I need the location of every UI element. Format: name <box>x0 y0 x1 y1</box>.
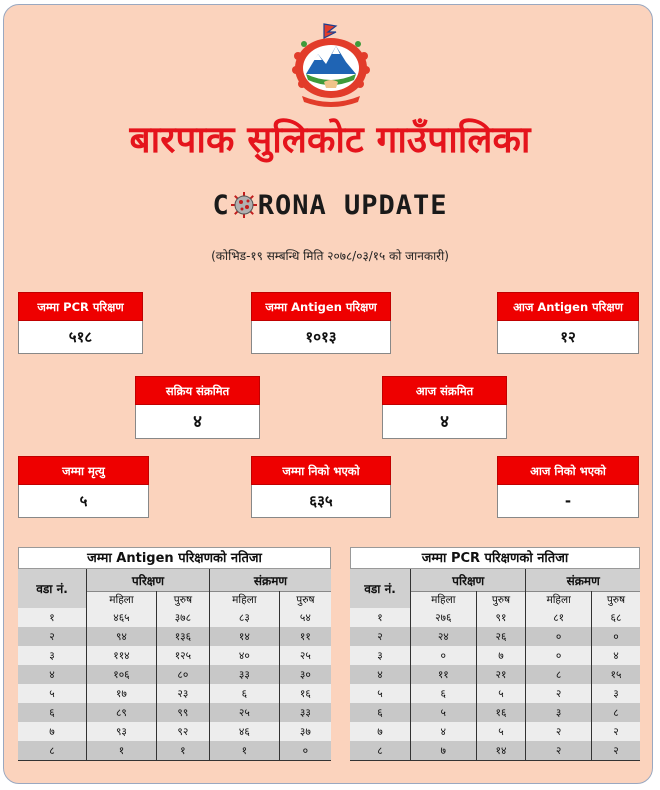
table-row <box>350 665 640 684</box>
value-cell: ५ <box>476 722 526 741</box>
value-cell: ४ <box>411 722 477 741</box>
value-cell: २५ <box>279 646 331 665</box>
today-infected-label: आज संक्रमित <box>382 376 507 405</box>
male-header: पुरुष <box>591 592 640 609</box>
antigen-today-label: आज Antigen परिक्षण <box>497 292 639 321</box>
ward-number-cell: ८ <box>18 741 87 761</box>
value-cell: ३३ <box>209 665 279 684</box>
value-cell: ७ <box>476 646 526 665</box>
ward-number-cell: ५ <box>350 684 411 703</box>
coronavirus-icon <box>230 191 258 219</box>
antigen-total-card <box>251 292 391 354</box>
ward-header: वडा नं. <box>350 569 411 608</box>
table-row <box>350 703 640 722</box>
value-cell: ५ <box>476 684 526 703</box>
table-row <box>18 741 331 761</box>
value-cell: २१ <box>476 665 526 684</box>
value-cell: ९२ <box>156 722 209 741</box>
value-cell: ६ <box>411 684 477 703</box>
female-header: महिला <box>411 592 477 609</box>
antigen-table-title: जम्मा Antigen परिक्षणको नतिजा <box>18 547 331 569</box>
value-cell: ५ <box>411 703 477 722</box>
value-cell: २ <box>526 684 592 703</box>
pcr-results-table <box>350 547 640 761</box>
value-cell: ९३ <box>87 722 157 741</box>
ward-number-cell: ७ <box>18 722 87 741</box>
today-infected-card <box>382 376 507 439</box>
table-row <box>350 608 640 627</box>
pcr-total-value: ५१८ <box>18 321 143 354</box>
value-cell: ८९ <box>87 703 157 722</box>
value-cell: १४ <box>476 741 526 761</box>
value-cell: ११ <box>279 627 331 646</box>
value-cell: १४ <box>209 627 279 646</box>
table-row <box>350 646 640 665</box>
value-cell: ८ <box>526 665 592 684</box>
ward-number-cell: १ <box>350 608 411 627</box>
today-infected-value: ४ <box>382 405 507 439</box>
value-cell: ८३ <box>209 608 279 627</box>
value-cell: ४६५ <box>87 608 157 627</box>
deaths-label: जम्मा मृत्यु <box>18 456 149 485</box>
value-cell: २६ <box>476 627 526 646</box>
female-header: महिला <box>526 592 592 609</box>
value-cell: ० <box>591 627 640 646</box>
ward-number-cell: ४ <box>350 665 411 684</box>
value-cell: १३६ <box>156 627 209 646</box>
table-row <box>18 608 331 627</box>
recovered-today-label: आज निको भएको <box>497 456 639 485</box>
value-cell: ३७ <box>279 722 331 741</box>
antigen-total-value: १०१३ <box>251 321 391 354</box>
table-row <box>18 627 331 646</box>
table-row <box>18 722 331 741</box>
recovered-total-card <box>251 456 391 518</box>
value-cell: ८१ <box>526 608 592 627</box>
value-cell: २४ <box>411 627 477 646</box>
table-row <box>350 684 640 703</box>
antigen-total-label: जम्मा Antigen परिक्षण <box>251 292 391 321</box>
recovered-total-value: ६३५ <box>251 485 391 518</box>
table-row <box>18 646 331 665</box>
recovered-today-card <box>497 456 639 518</box>
value-cell: ७ <box>411 741 477 761</box>
value-cell: १५ <box>591 665 640 684</box>
value-cell: १०६ <box>87 665 157 684</box>
ward-number-cell: ३ <box>350 646 411 665</box>
antigen-today-card <box>497 292 639 354</box>
ward-number-cell: ५ <box>18 684 87 703</box>
corona-update-prefix: C <box>212 190 230 221</box>
active-cases-label: सक्रिय संक्रमित <box>135 376 260 405</box>
value-cell: २ <box>591 741 640 761</box>
value-cell: १ <box>209 741 279 761</box>
value-cell: ३ <box>526 703 592 722</box>
value-cell: ३ <box>591 684 640 703</box>
table-row <box>350 741 640 761</box>
male-header: पुरुष <box>279 592 331 609</box>
male-header: पुरुष <box>156 592 209 609</box>
value-cell: ११४ <box>87 646 157 665</box>
value-cell: १ <box>87 741 157 761</box>
male-header: पुरुष <box>476 592 526 609</box>
value-cell: ३० <box>279 665 331 684</box>
ward-number-cell: ४ <box>18 665 87 684</box>
value-cell: १२५ <box>156 646 209 665</box>
value-cell: ० <box>411 646 477 665</box>
value-cell: ८० <box>156 665 209 684</box>
pcr-total-label: जम्मा PCR परिक्षण <box>18 292 143 321</box>
value-cell: २३ <box>156 684 209 703</box>
female-header: महिला <box>209 592 279 609</box>
value-cell: १६ <box>279 684 331 703</box>
female-header: महिला <box>87 592 157 609</box>
ward-number-cell: १ <box>18 608 87 627</box>
pcr-table-title: जम्मा PCR परिक्षणको नतिजा <box>350 547 640 569</box>
value-cell: २ <box>591 722 640 741</box>
deaths-card <box>18 456 149 518</box>
recovered-today-value: - <box>497 485 639 518</box>
table-row <box>18 703 331 722</box>
value-cell: ९४ <box>87 627 157 646</box>
value-cell: ३७८ <box>156 608 209 627</box>
value-cell: ३३ <box>279 703 331 722</box>
value-cell: १६ <box>476 703 526 722</box>
table-row <box>18 684 331 703</box>
corona-update-heading <box>0 190 660 221</box>
value-cell: ० <box>526 627 592 646</box>
value-cell: ६ <box>209 684 279 703</box>
corona-update-suffix: RONA UPDATE <box>257 190 448 221</box>
active-cases-value: ४ <box>135 405 260 439</box>
value-cell: १ <box>156 741 209 761</box>
value-cell: ४६ <box>209 722 279 741</box>
value-cell: ० <box>279 741 331 761</box>
ward-number-cell: ८ <box>350 741 411 761</box>
value-cell: ८ <box>591 703 640 722</box>
value-cell: ४० <box>209 646 279 665</box>
nepal-emblem-icon <box>284 16 378 108</box>
ward-number-cell: २ <box>350 627 411 646</box>
value-cell: ९९ <box>156 703 209 722</box>
value-cell: २७६ <box>411 608 477 627</box>
ward-number-cell: ७ <box>350 722 411 741</box>
value-cell: ११ <box>411 665 477 684</box>
value-cell: ५४ <box>279 608 331 627</box>
antigen-today-value: १२ <box>497 321 639 354</box>
ward-number-cell: ३ <box>18 646 87 665</box>
deaths-value: ५ <box>18 485 149 518</box>
value-cell: १७ <box>87 684 157 703</box>
value-cell: ० <box>526 646 592 665</box>
ward-number-cell: ६ <box>350 703 411 722</box>
antigen-results-table <box>18 547 331 761</box>
value-cell: ४ <box>591 646 640 665</box>
infected-header: संक्रमण <box>209 569 331 592</box>
date-subtitle: (कोभिड-१९ सम्बन्धि मिति २०७८/०३/१५ को जानकारी) <box>211 249 449 263</box>
value-cell: २५ <box>209 703 279 722</box>
infected-header: संक्रमण <box>526 569 640 592</box>
municipality-title: बारपाक सुलिकोट गाउँपालिका <box>129 118 531 161</box>
value-cell: ६८ <box>591 608 640 627</box>
ward-number-cell: २ <box>18 627 87 646</box>
recovered-total-label: जम्मा निको भएको <box>251 456 391 485</box>
pcr-total-card <box>18 292 143 354</box>
table-row <box>350 722 640 741</box>
value-cell: २ <box>526 741 592 761</box>
tests-header: परिक्षण <box>87 569 210 592</box>
active-cases-card <box>135 376 260 439</box>
tests-header: परिक्षण <box>411 569 526 592</box>
table-row <box>18 665 331 684</box>
value-cell: २ <box>526 722 592 741</box>
value-cell: ९१ <box>476 608 526 627</box>
ward-number-cell: ६ <box>18 703 87 722</box>
ward-header: वडा नं. <box>18 569 87 608</box>
table-row <box>350 627 640 646</box>
